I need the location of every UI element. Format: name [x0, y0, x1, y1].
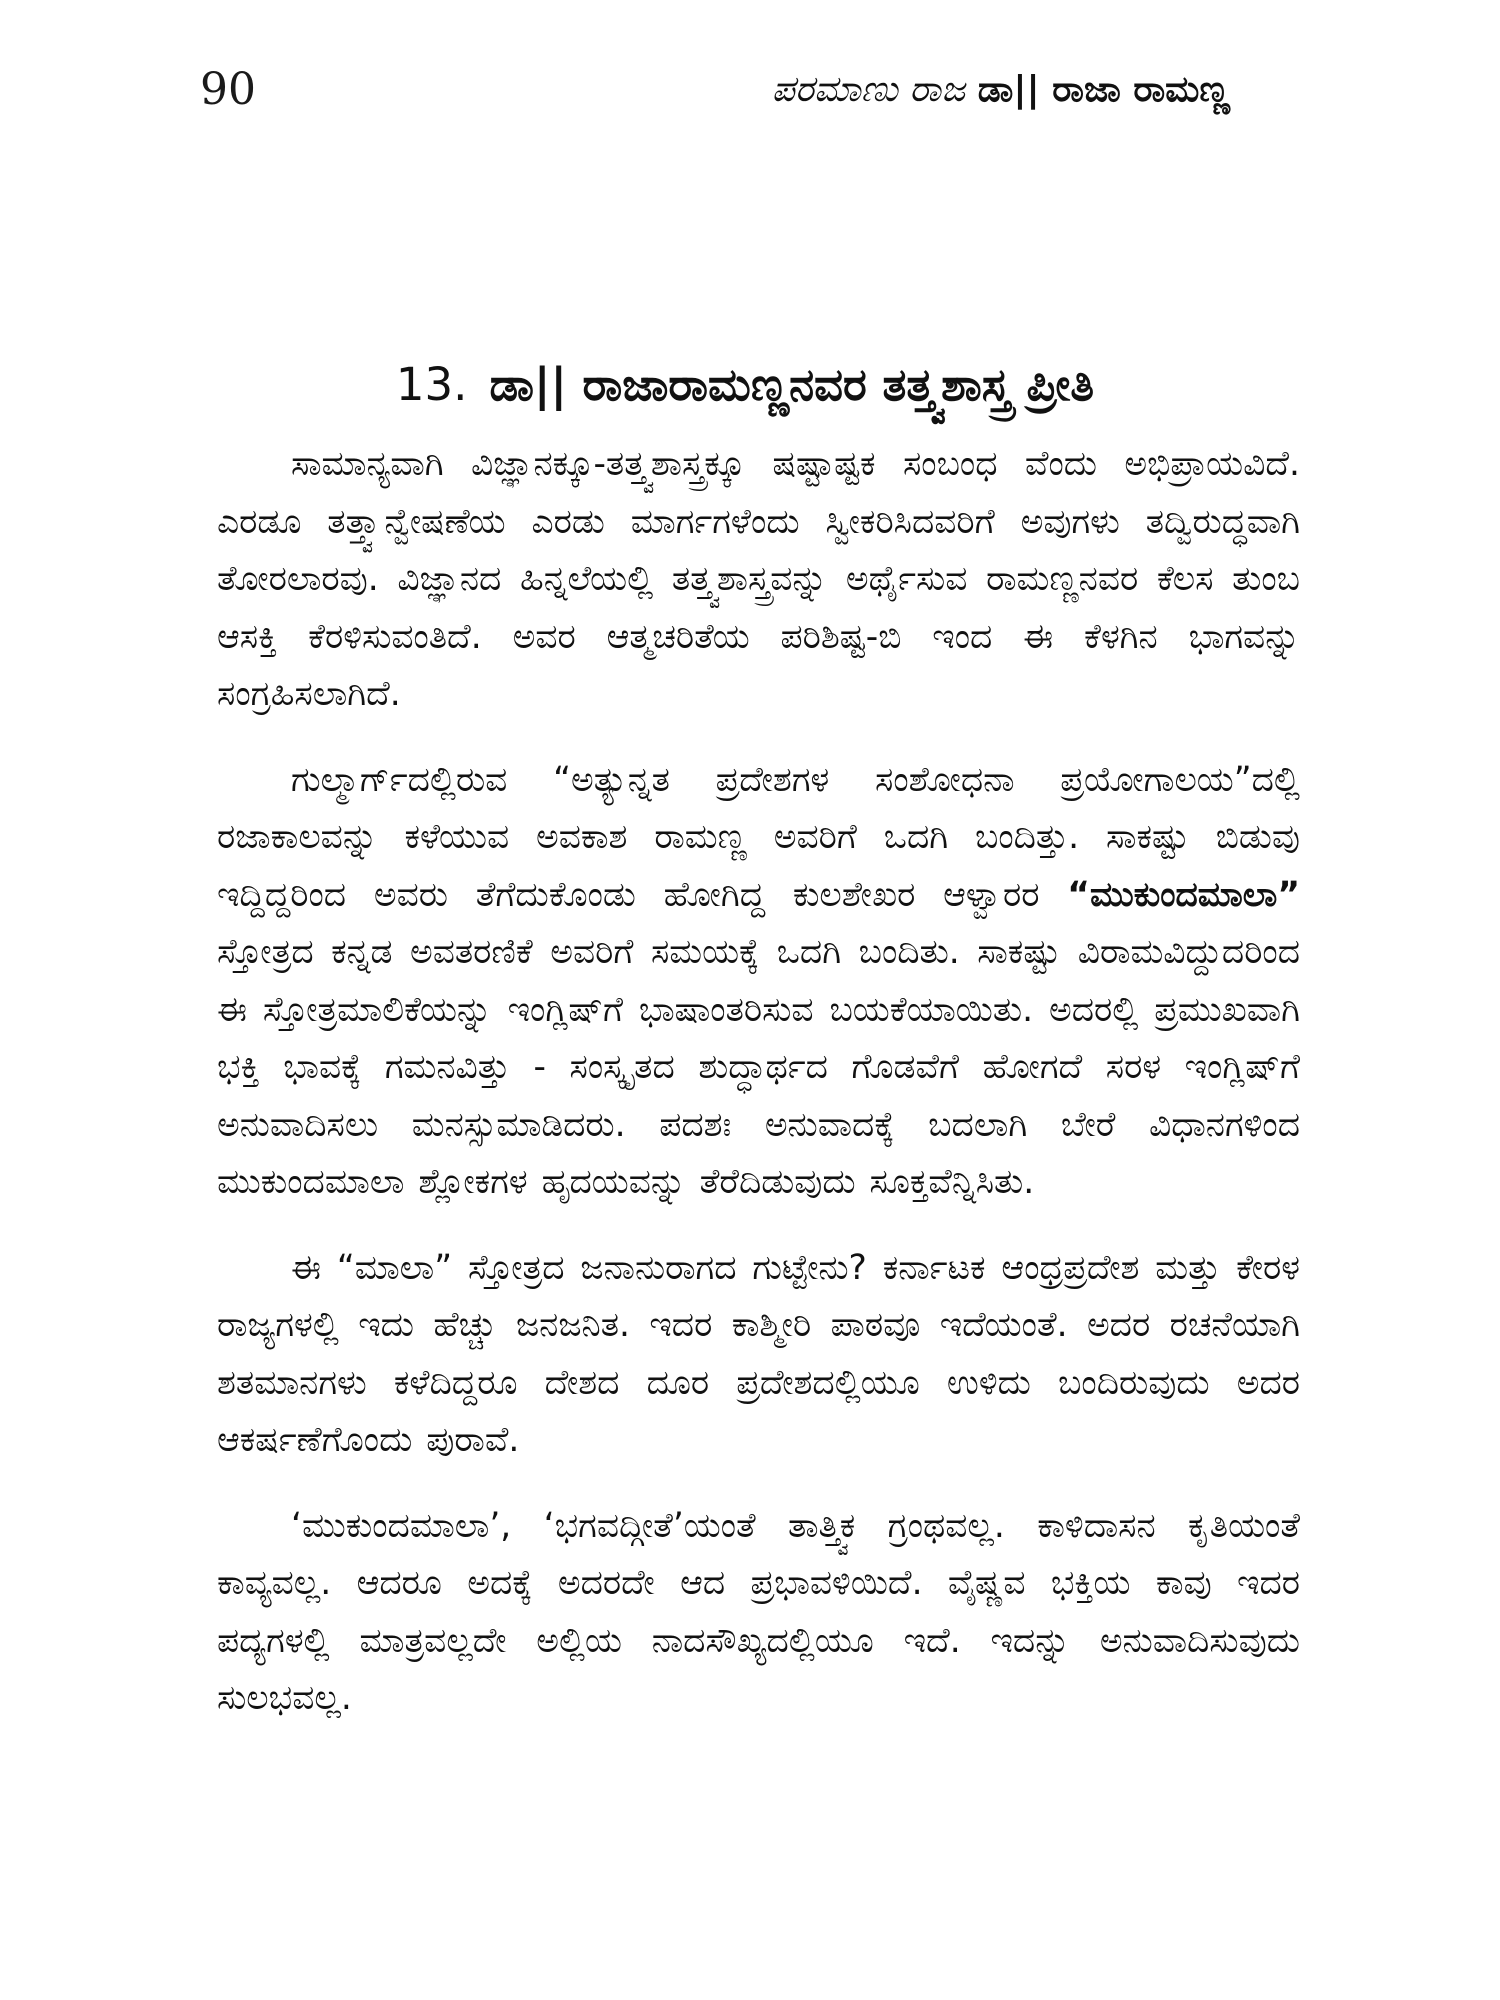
paragraph-2: [217, 752, 1300, 1212]
running-title: [772, 55, 1230, 125]
paragraph-3: ಈ “ಮಾಲಾ” ಸ್ತೋತ್ರದ ಜನಾನುರಾಗದ ಗುಟ್ಟೇನು? ಕರ್ನಾಟಕ ಆಂಧ್ರಪ್ರದೇಶ ಮತ್ತು ಕೇರಳ ರಾಜ್ಯಗಳಲ್ಲಿ ಇದು ಹೆಚ್ಚು ಜನಜನಿತ. ಇದರ ಕಾಶ್ಮೀರಿ ಪಾಠವೂ ಇದೆಯಂತೆ. ಅದರ ರಚನೆಯಾಗಿ ಶತಮಾನಗಳು ಕಳೆದಿದ್ದರೂ ದೇಶದ ದೂರ ಪ್ರದೇಶದಲ್ಲಿಯೂ ಉಳಿದು ಬಂದಿರುವುದು ಅದರ ಆಕರ್ಷಣೆಗೊಂದು ಪುರಾವೆ.: [217, 1247, 1300, 1460]
paragraph-4: ‘ಮುಕುಂದಮಾಲಾ’, ‘ಭಗವದ್ಗೀತೆ’ಯಂತೆ ತಾತ್ತ್ವಿಕ ಗ್ರಂಥವಲ್ಲ. ಕಾಳಿದಾಸನ ಕೃತಿಯಂತೆ ಕಾವ್ಯವಲ್ಲ. ಆದರೂ ಅದಕ್ಕೆ ಅದರದೇ ಆದ ಪ್ರಭಾವಳಿಯಿದೆ. ವೈಷ್ಣವ ಭಕ್ತಿಯ ಕಾವು ಇದರ ಪದ್ಯಗಳಲ್ಲಿ ಮಾತ್ರವಲ್ಲದೇ ಅಲ್ಲಿಯ ನಾದಸೌಖ್ಯದಲ್ಲಿಯೂ ಇದೆ. ಇದನ್ನು ಅನುವಾದಿಸುವುದು ಸುಲಭವಲ್ಲ.: [217, 1505, 1300, 1718]
paragraph-2-part-1: ಗುಲ್ಮಾರ್ಗ್‌ದಲ್ಲಿರುವ “ಅತ್ಯುನ್ನತ ಪ್ರದೇಶಗಳ ಸಂಶೋಧನಾ ಪ್ರಯೋಗಾಲಯ”ದಲ್ಲಿ ರಜಾಕಾಲವನ್ನು ಕಳೆಯುವ ಅವಕಾಶ ರಾಮಣ್ಣ ಅವರಿಗೆ ಒದಗಿ ಬಂದಿತ್ತು. ಸಾಕಷ್ಟು ಬಿಡುವು ಇದ್ದಿದ್ದರಿಂದ ಅವರು ತೆಗೆದುಕೊಂಡು ಹೋಗಿದ್ದ ಕುಲಶೇಖರ ಆಳ್ವಾರರ: [217, 759, 1300, 915]
page-header: [200, 55, 1230, 125]
body-text: [217, 436, 1300, 1728]
running-title-bold: ಡಾ|| ರಾಜಾ ರಾಮಣ್ಣ: [977, 69, 1230, 110]
chapter-number: 13.: [395, 358, 468, 411]
mukundamala-emphasis: “ಮುಕುಂದಮಾಲಾ”: [1067, 874, 1300, 915]
running-title-italic: ಪರಮಾಣು ರಾಜ: [771, 69, 966, 110]
chapter-title: [205, 355, 1285, 415]
page-number: 90: [200, 64, 256, 115]
paragraph-2-part-2: ಸ್ತೋತ್ರದ ಕನ್ನಡ ಅವತರಣಿಕೆ ಅವರಿಗೆ ಸಮಯಕ್ಕೆ ಒದಗಿ ಬಂದಿತು. ಸಾಕಷ್ಟು ವಿರಾಮವಿದ್ದುದರಿಂದ ಈ ಸ್ತೋತ್ರಮಾಲಿಕೆಯನ್ನು ಇಂಗ್ಲಿಷ್‌ಗೆ ಭಾಷಾಂತರಿಸುವ ಬಯಕೆಯಾಯಿತು. ಅದರಲ್ಲಿ ಪ್ರಮುಖವಾಗಿ ಭಕ್ತಿ ಭಾವಕ್ಕೆ ಗಮನವಿತ್ತು - ಸಂಸ್ಕೃತದ ಶುದ್ಧಾರ್ಥದ ಗೊಡವೆಗೆ ಹೋಗದೆ ಸರಳ ಇಂಗ್ಲಿಷ್‌ಗೆ ಅನುವಾದಿಸಲು ಮನಸ್ಸುಮಾಡಿದರು. ಪದಶಃ ಅನುವಾದಕ್ಕೆ ಬದಲಾಗಿ ಬೇರೆ ವಿಧಾನಗಳಿಂದ ಮುಕುಂದಮಾಲಾ ಶ್ಲೋಕಗಳ ಹೃದಯವನ್ನು ತೆರೆದಿಡುವುದು ಸೂಕ್ತವೆನ್ನಿಸಿತು.: [217, 932, 1300, 1202]
chapter-title-text: ಡಾ|| ರಾಜಾರಾಮಣ್ಣನವರ ತತ್ತ್ವಶಾಸ್ತ್ರ ಪ್ರೀತಿ: [489, 358, 1095, 411]
paragraph-1: ಸಾಮಾನ್ಯವಾಗಿ ವಿಜ್ಞಾನಕ್ಕೂ-ತತ್ತ್ವಶಾಸ್ತ್ರಕ್ಕೂ ಷಷ್ಟಾಷ್ಟಕ ಸಂಬಂಧ ವೆಂದು ಅಭಿಪ್ರಾಯವಿದೆ. ಎರಡೂ ತತ್ತ್ವಾನ್ವೇಷಣೆಯ ಎರಡು ಮಾರ್ಗಗಳೆಂದು ಸ್ವೀಕರಿಸಿದವರಿಗೆ ಅವುಗಳು ತದ್ವಿರುದ್ಧವಾಗಿ ತೋರಲಾರವು. ವಿಜ್ಞಾನದ ಹಿನ್ನಲೆಯಲ್ಲಿ ತತ್ತ್ವಶಾಸ್ತ್ರವನ್ನು ಅರ್ಥೈಸುವ ರಾಮಣ್ಣನವರ ಕೆಲಸ ತುಂಬ ಆಸಕ್ತಿ ಕೆರಳಿಸುವಂತಿದೆ. ಅವರ ಆತ್ಮಚರಿತೆಯ ಪರಿಶಿಷ್ಟ-ಬಿ ಇಂದ ಈ ಕೆಳಗಿನ ಭಾಗವನ್ನು ಸಂಗ್ರಹಿಸಲಾಗಿದೆ.: [217, 444, 1300, 714]
